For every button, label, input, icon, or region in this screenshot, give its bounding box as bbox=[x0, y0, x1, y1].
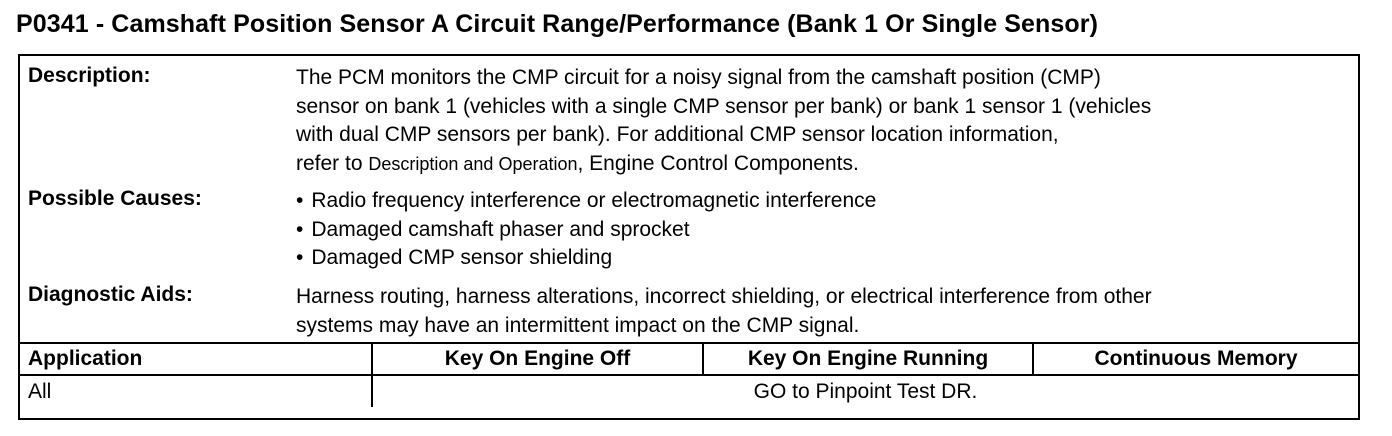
page-title: P0341 - Camshaft Position Sensor A Circuit Range/Performance (Bank 1 Or Single Sensor) bbox=[16, 10, 1099, 38]
cell-application: All bbox=[20, 375, 372, 407]
diagnostic-aids-line: systems may have an intermittent impact on the CMP signal. bbox=[296, 313, 860, 337]
diagnostic-aids-text bbox=[296, 283, 1152, 340]
description-line: with dual CMP sensors per bank). For additional CMP sensor location information, bbox=[296, 123, 1059, 146]
description-reference-line bbox=[296, 150, 1151, 179]
cause-item: • Damaged CMP sensor shielding bbox=[296, 244, 876, 273]
dtc-details bbox=[20, 56, 1358, 342]
diagnostic-aids-line: Harness routing, harness alterations, incorrect shielding, or electrical interference from other bbox=[296, 285, 1152, 308]
reference-prefix: refer to bbox=[296, 151, 369, 175]
description-line: The PCM monitors the CMP circuit for a noisy signal from the camshaft position (CMP) bbox=[296, 66, 1101, 89]
description-line: sensor on bank 1 (vehicles with a single CMP sensor per bank) or bank 1 sensor 1 (vehicles bbox=[296, 94, 1152, 118]
reference-suffix: , Engine Control Components. bbox=[577, 151, 859, 175]
table-header-row bbox=[20, 343, 1358, 375]
possible-causes-label: Possible Causes: bbox=[28, 187, 202, 210]
pinpoint-test-link[interactable]: GO to Pinpoint Test DR. bbox=[372, 375, 1358, 407]
cause-item: • Damaged camshaft phaser and sprocket bbox=[296, 216, 876, 245]
description-and-operation-link[interactable]: Description and Operation bbox=[368, 153, 578, 174]
table-row bbox=[20, 375, 1358, 407]
header-key-on-engine-running: Key On Engine Running bbox=[703, 343, 1033, 375]
header-key-on-engine-off: Key On Engine Off bbox=[372, 343, 703, 375]
diagnostic-aids-label: Diagnostic Aids: bbox=[28, 283, 193, 306]
description-label: Description: bbox=[28, 64, 151, 87]
description-text bbox=[296, 64, 1151, 178]
possible-causes-list bbox=[296, 187, 876, 273]
header-continuous-memory: Continuous Memory bbox=[1033, 343, 1358, 375]
cause-item: • Radio frequency interference or electromagnetic interference bbox=[296, 187, 876, 216]
header-application: Application bbox=[20, 343, 372, 375]
dtc-info-box bbox=[18, 54, 1360, 420]
application-table bbox=[20, 342, 1358, 407]
